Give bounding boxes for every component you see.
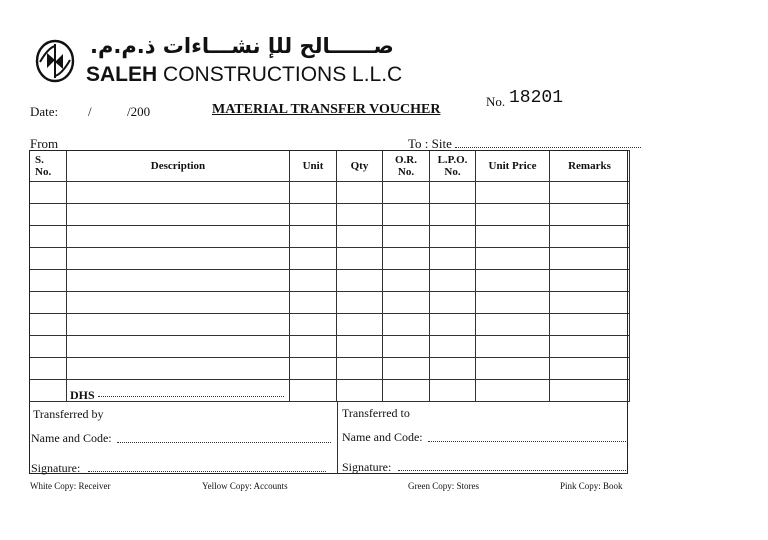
footer-section [29, 401, 629, 475]
header-unit-price: Unit Price [476, 151, 550, 182]
header-qty: Qty [337, 151, 383, 182]
company-arabic-name: صــــــالح للإ نشـــاءات ذ.م.م. [90, 34, 394, 58]
copy-green: Green Copy: Stores [408, 481, 479, 491]
to-signature-label: Signature: [342, 460, 392, 474]
header-sno: S. No. [30, 151, 67, 182]
from-label: From [30, 136, 59, 151]
from-name-code-line[interactable] [117, 442, 331, 443]
from-name-code-label: Name and Code: [31, 431, 112, 445]
from-signature-label: Signature: [31, 461, 81, 475]
to-name-code-label: Name and Code: [342, 430, 423, 444]
header-or-no: O.R. No. [383, 151, 430, 182]
copy-white: White Copy: Receiver [30, 481, 111, 491]
to-site-label: To : Site [408, 136, 452, 151]
voucher-title: MATERIAL TRANSFER VOUCHER [212, 102, 441, 117]
company-name-rest: CONSTRUCTIONS L.L.C [163, 63, 403, 86]
date-label: Date: [30, 104, 59, 119]
to-site-dotted-line [455, 137, 641, 148]
dhs-label: DHS [70, 388, 95, 402]
saleh-globe-logo-icon [34, 38, 76, 84]
header-description: Description [67, 151, 290, 182]
transferred-to-label: Transferred to [342, 406, 410, 420]
header-unit: Unit [290, 151, 337, 182]
voucher-number-label: No. [486, 94, 506, 109]
date-year: /200 [127, 104, 151, 119]
to-name-code-line[interactable] [428, 441, 626, 442]
copy-yellow: Yellow Copy: Accounts [202, 481, 288, 491]
from-signature-line[interactable] [88, 471, 326, 472]
voucher-number: 18201 [509, 88, 564, 108]
copy-pink: Pink Copy: Book [560, 481, 623, 491]
to-signature-line[interactable] [398, 470, 626, 471]
company-name [86, 63, 402, 87]
transferred-by-label: Transferred by [33, 407, 104, 421]
company-name-bold: SALEH [86, 63, 158, 86]
header-remarks: Remarks [550, 151, 630, 182]
header-lpo-no: L.P.O. No. [430, 151, 476, 182]
footer-divider [337, 401, 338, 474]
date-separator: / [88, 104, 92, 119]
